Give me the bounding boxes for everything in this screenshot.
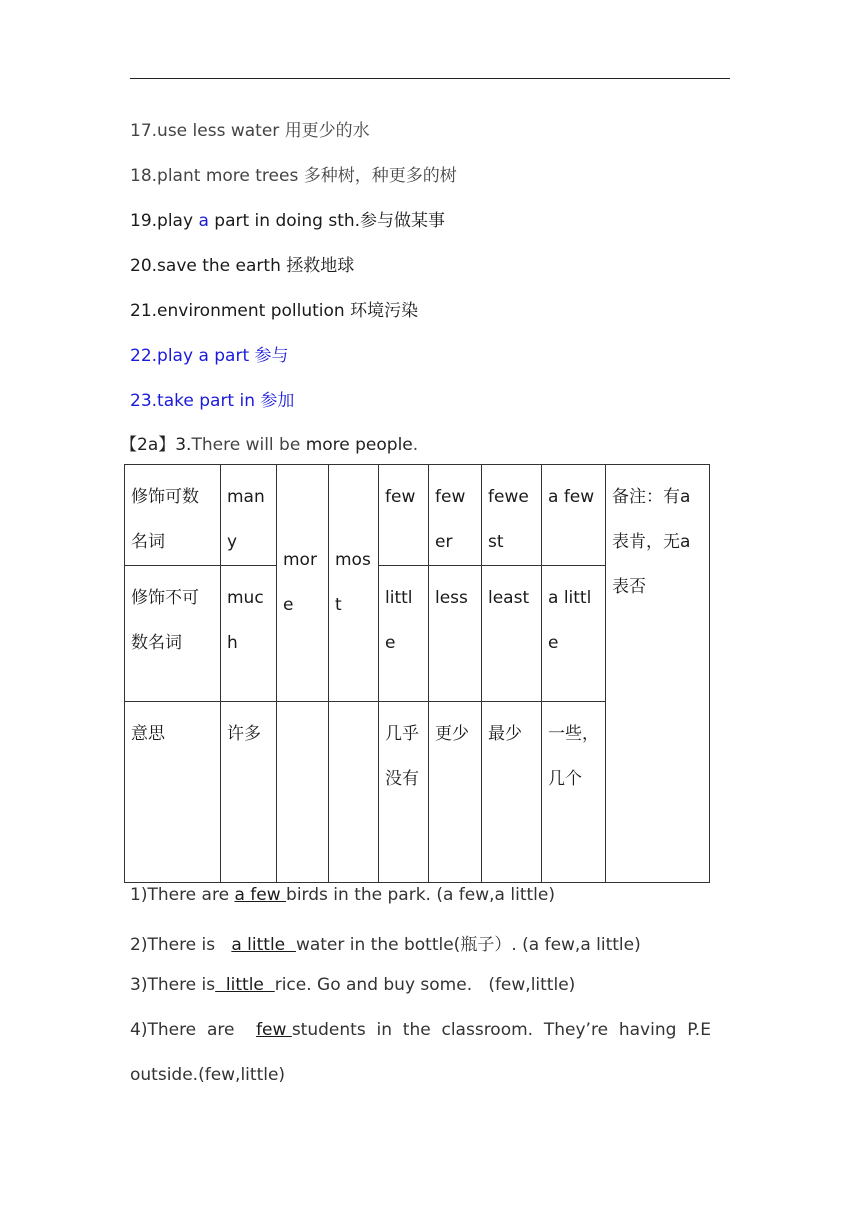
exercise-2: 2)There is a little water in the bottle(瓶子）. (a few,a little) [130,935,641,955]
cell-little: little [379,566,429,702]
meaning-a-few: 一些，几个 [542,702,606,883]
cell-fewer: fewer [429,465,482,566]
row-label-meaning: 意思 [125,702,221,883]
cell-many: many [221,465,277,566]
meaning-fewer: 更少 [429,702,482,883]
cell-most: most [329,465,379,702]
meaning-few: 几乎没有 [379,702,429,883]
section-heading: 【2a】3.There will be more people. [120,435,419,455]
cell-a-little: a little [542,566,606,702]
phrase-17: 17.use less water 用更少的水 [130,121,370,141]
cell-least: least [482,566,542,702]
phrase-21: 21.environment pollution 环境污染 [130,301,419,321]
note-cell: 备注：有a表肯，无a表否 [606,465,710,883]
meaning-many: 许多 [221,702,277,883]
phrase-23: 23.take part in 参加 [130,391,295,411]
phrase-19: 19.play a part in doing sth.参与做某事 [130,211,446,231]
meaning-fewest: 最少 [482,702,542,883]
cell-much: much [221,566,277,702]
quantifier-table [124,464,710,883]
exercise-3: 3)There is little rice. Go and buy some. (few,little) [130,975,576,995]
cell-less: less [429,566,482,702]
meaning-more [277,702,329,883]
exercise-4: 4)There are few students in the classroom. They’re having P.E [130,1020,711,1040]
meaning-most [329,702,379,883]
phrase-22: 22.play a part 参与 [130,346,289,366]
header-rule [130,78,730,79]
cell-a-few: a few [542,465,606,566]
row-label-uncountable: 修饰不可数名词 [125,566,221,702]
cell-more: more [277,465,329,702]
phrase-18: 18.plant more trees 多种树，种更多的树 [130,166,457,186]
row-label-countable: 修饰可数名词 [125,465,221,566]
exercise-4-continued: outside.(few,little) [130,1065,286,1085]
cell-fewest: fewest [482,465,542,566]
cell-few: few [379,465,429,566]
phrase-20: 20.save the earth 拯救地球 [130,256,355,276]
exercise-1: 1)There are a few birds in the park. (a few,a little) [130,885,555,905]
